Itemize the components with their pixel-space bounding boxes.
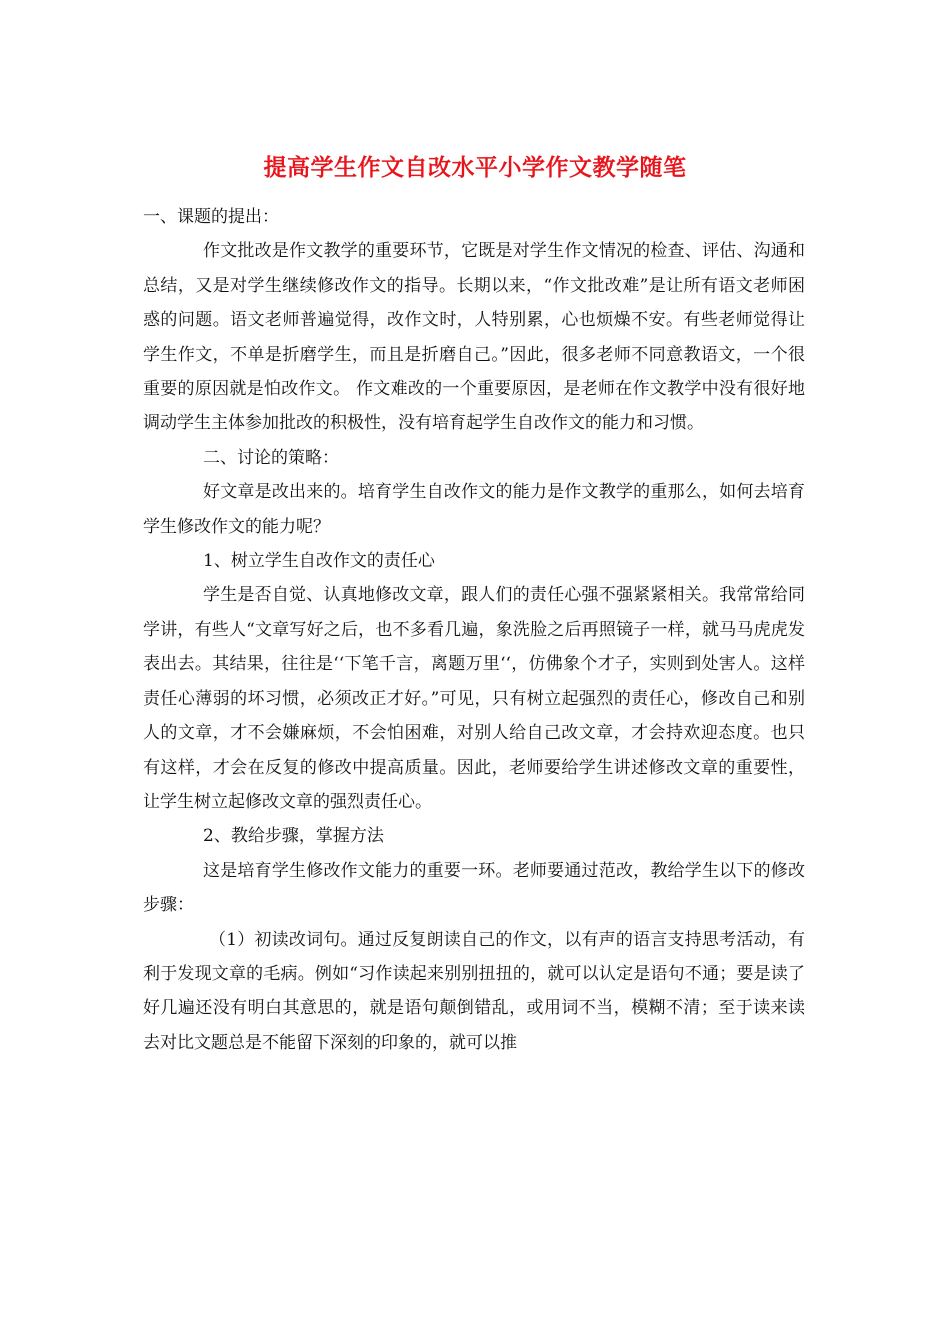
paragraph-2: 好文章是改出来的。培育学生自改作文的能力是作文教学的重那么，如何去培育学生修改作文的能力呢？ [143,482,805,537]
document-title: 提高学生作文自改水平小学作文教学随笔 [263,154,687,181]
point-1-heading: 1、树立学生自改作文的责任心 [203,551,435,572]
paragraph-3: 学生是否自觉、认真地修改文章，跟人们的责任心强不强紧紧相关。我常常给同学讲，有些人“文章写好之后，也不多看几遍，象洗脸之后再照镜子一样，就马马虎虎发表出去。其结果，往往是‘‘下笔千言，离题万里‘‘，仿佛象个才子，实则到处害人。这样责任心薄弱的坏习惯，必须改正才好。”可见，只有树立起强烈的责任心，修改自己和别人的文章，才不会嫌麻烦，不会怕困难，对别人给自己改文章，才会持欢迎态度。也只有这样，才会在反复的修改中提高质量。因此，老师要给学生讲述修改文章的重要性，让学生树立起修改文章的强烈责任心。 [143,585,805,812]
paragraph-1: 作文批改是作文教学的重要环节，它既是对学生作文情况的检查、评估、沟通和总结，又是对学生继续修改作文的指导。长期以来，“作文批改难”是让所有语文老师困惑的问题。语文老师普遍觉得，改作文时，人特别累，心也烦燥不安。有些老师觉得让学生作文，不单是折磨学生，而且是折磨自己。”因此，很多老师不同意教语文，一个很重要的原因就是怕改作文。 作文难改的一个重要原因，是老师在作文教学中没有很好地调动学生主体参加批改的积极性，没有培育起学生自改作文的能力和习惯。 [143,241,805,434]
section-2-heading: 二、讨论的策略： [203,447,339,468]
paragraph-5: （1）初读改词句。通过反复朗读自己的作文，以有声的语言支持思考活动，有利于发现文章的毛病。例如“习作读起来别别扭扭的，就可以认定是语句不通；要是读了好几遍还没有明白其意思的，就是语句颠倒错乱，或用词不当，模糊不清；至于读来读去对比文题总是不能留下深刻的印象的，就可以推 [143,929,805,1053]
paragraph-4: 这是培育学生修改作文能力的重要一环。老师要通过范改，教给学生以下的修改步骤： [143,860,805,916]
section-1-heading: 一、课题的提出： [143,207,279,227]
point-2-heading: 2、教给步骤，掌握方法 [203,826,384,847]
document-body [143,200,805,1060]
